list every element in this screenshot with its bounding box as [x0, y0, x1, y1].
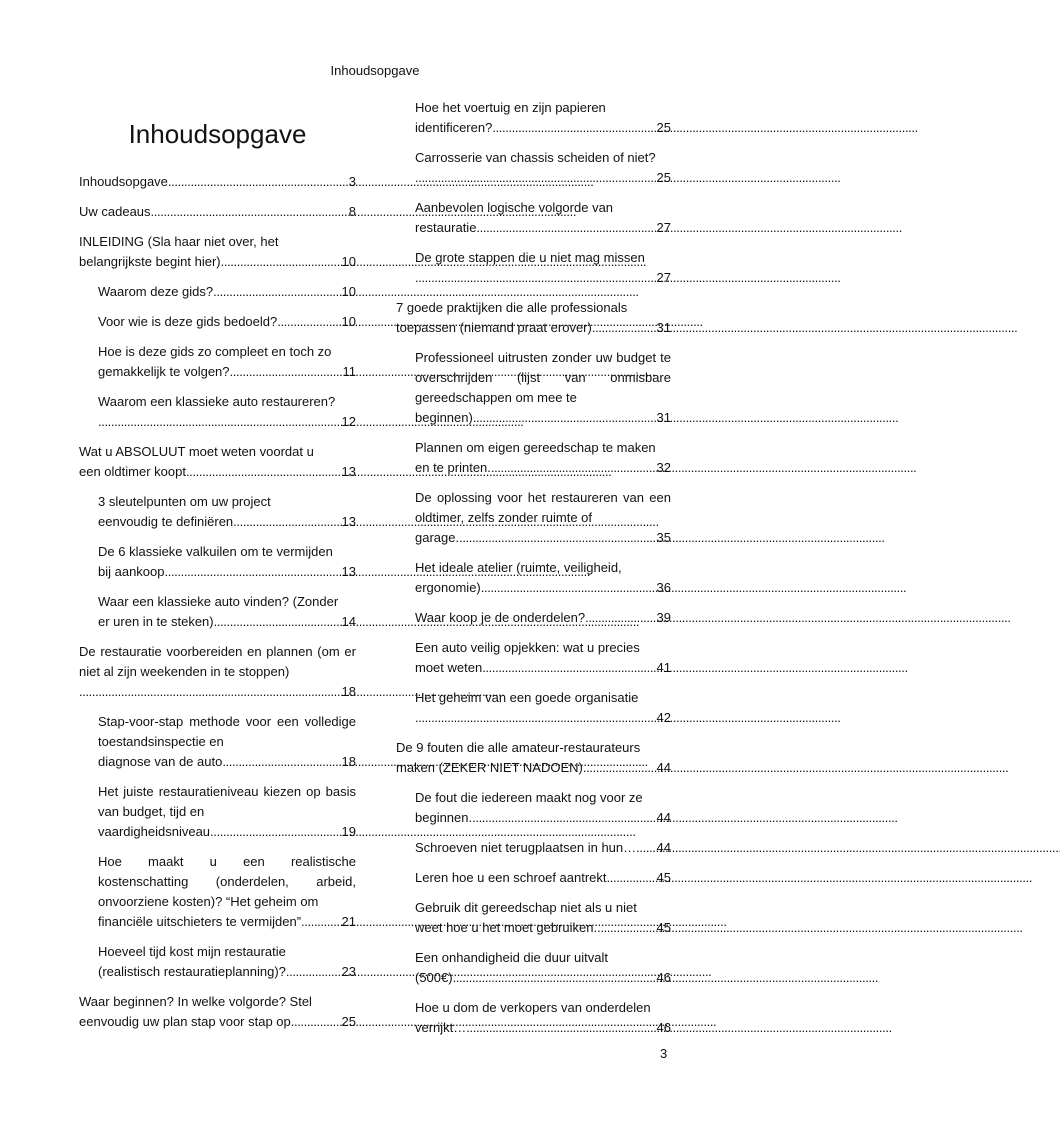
toc-entry-leader-line: [415, 708, 671, 728]
dot-leader: [301, 912, 340, 932]
toc-entry-leader-line: [396, 758, 671, 778]
toc-entry-text: beginnen): [415, 410, 473, 425]
dot-leader: [415, 268, 656, 288]
dot-leader: [415, 708, 656, 728]
toc-entry-text: Een onhandigheid die duur uitvalt: [415, 950, 608, 965]
toc-entry-text: INLEIDING (Sla haar niet over, het: [79, 234, 279, 249]
toc-page-number: 10: [341, 284, 356, 299]
toc-entry-leader-line: [415, 408, 671, 428]
toc-entry-leader-line: [415, 268, 671, 288]
dot-leader: [636, 838, 655, 858]
toc-page-number: 25: [656, 120, 671, 135]
toc-entry-text: Waar koop je de onderdelen?: [415, 610, 586, 625]
toc-entry-text: maken (ZEKER NIET NADOEN): [396, 760, 583, 775]
toc-page-number: 14: [341, 614, 356, 629]
toc-page-number: 12: [341, 414, 356, 429]
toc-entry-leader-line: [415, 168, 671, 188]
toc-entry[interactable]: [79, 342, 356, 382]
toc-page-number: 13: [341, 564, 356, 579]
toc-entry-text: Schroeven niet terugplaatsen in hun…: [415, 840, 637, 855]
toc-entry-text: Voor wie is deze gids bedoeld?: [98, 314, 278, 329]
toc-entry[interactable]: [79, 542, 356, 582]
toc-page-number: 46: [656, 1020, 671, 1035]
toc-entry-text: restauratie: [415, 220, 477, 235]
toc-entry-text: bij aankoop: [98, 564, 165, 579]
toc-entry-leader-line: [415, 1018, 671, 1038]
toc-entry-leader-line: [79, 462, 356, 482]
toc-page-number: 10: [341, 314, 356, 329]
toc-entry-text: garage.: [415, 530, 460, 545]
toc-entry-leader-line: [98, 962, 356, 982]
toc-entry[interactable]: [396, 558, 671, 598]
toc-entry-text: diagnose van de auto: [98, 754, 223, 769]
dot-leader: [491, 458, 656, 478]
toc-entry-text: identificeren?: [415, 120, 493, 135]
dot-leader: [277, 312, 340, 332]
toc-entry-leader-line: [415, 528, 671, 548]
toc-column-right: [396, 98, 671, 1048]
toc-entry-leader-line: [98, 412, 356, 432]
toc-entry-leader-line: [415, 118, 671, 138]
toc-entry[interactable]: [396, 868, 671, 888]
toc-entry[interactable]: [79, 392, 356, 432]
toc-entry-leader-line: [415, 968, 671, 988]
toc-page-number: 35: [656, 530, 671, 545]
toc-entry-text: Waarom een klassieke auto restaureren?: [98, 394, 336, 409]
toc-entry-text: 3 sleutelpunten om uw project: [98, 494, 271, 509]
toc-page-number: 45: [656, 870, 671, 885]
toc-entry-text: Waar beginnen? In welke volgorde? Stel: [79, 994, 312, 1009]
toc-entry-leader-line: [79, 172, 356, 192]
toc-entry[interactable]: [79, 312, 356, 332]
dot-leader: [213, 282, 340, 302]
toc-page-number: 39: [656, 610, 671, 625]
toc-entry-leader-line: [98, 512, 356, 532]
toc-entry-leader-line: [415, 838, 671, 858]
dot-leader: [151, 202, 348, 222]
toc-entry[interactable]: [79, 992, 356, 1032]
toc-entry-text: Stap-voor-stap methode voor een volledige toestandsinspectie en: [98, 714, 356, 749]
dot-leader: [79, 682, 341, 702]
toc-list-left: [79, 172, 356, 1032]
toc-page-number: 23: [341, 964, 356, 979]
toc-entry-leader-line: [415, 868, 671, 888]
toc-entry-text: (realistisch restauratieplanning)?: [98, 964, 286, 979]
running-header: Inhoudsopgave: [330, 63, 420, 78]
toc-entry-leader-line: [415, 578, 671, 598]
toc-entry-text: gemakkelijk te volgen?: [98, 364, 230, 379]
toc-entry-text: Hoe is deze gids zo compleet en toch zo: [98, 344, 332, 359]
toc-entry-text: beginnen.: [415, 810, 473, 825]
dot-leader: [597, 918, 655, 938]
toc-entry[interactable]: [79, 852, 356, 932]
toc-page-number: 42: [656, 710, 671, 725]
toc-page-number: 44: [656, 840, 671, 855]
toc-entry-text: De restauratie voorbereiden en plannen (om er niet al zijn weekenden in te stoppen): [79, 644, 356, 679]
toc-page-number: 19: [341, 824, 356, 839]
toc-entry-text: Waarom deze gids?: [98, 284, 214, 299]
toc-entry-text: Hoeveel tijd kost mijn restauratie: [98, 944, 286, 959]
toc-entry-text: eenvoudig te definiëren: [98, 514, 234, 529]
dot-leader: [168, 172, 348, 192]
toc-entry-text: Inhoudsopgave: [79, 174, 168, 189]
toc-entry[interactable]: [396, 738, 671, 778]
dot-leader: [459, 528, 655, 548]
toc-entry-leader-line: [98, 282, 356, 302]
toc-entry[interactable]: [79, 202, 356, 222]
toc-entry[interactable]: [396, 608, 671, 628]
toc-page-number: 36: [656, 580, 671, 595]
toc-entry-text: toepassen (niemand praat erover): [396, 320, 592, 335]
dot-leader: [476, 218, 655, 238]
toc-entry-leader-line: [415, 658, 671, 678]
toc-page-number: 44: [656, 810, 671, 825]
toc-entry-text: Het geheim van een goede organisatie: [415, 690, 639, 705]
toc-page-number: 11: [342, 364, 356, 379]
toc-entry-text: Leren hoe u een schroef aantrekt: [415, 870, 607, 885]
toc-page-number: 21: [341, 914, 356, 929]
toc-entry-text: Het juiste restauratieniveau kiezen op basis van budget, tijd en: [98, 784, 356, 819]
toc-entry[interactable]: [79, 492, 356, 532]
dot-leader: [233, 512, 340, 532]
toc-entry-text: Uw cadeaus: [79, 204, 151, 219]
toc-entry[interactable]: [396, 198, 671, 238]
toc-entry[interactable]: [79, 712, 356, 772]
toc-entry[interactable]: [79, 592, 356, 632]
dot-leader: [221, 252, 341, 272]
toc-entry[interactable]: [79, 172, 356, 192]
toc-entry[interactable]: [396, 98, 671, 138]
toc-entry[interactable]: [396, 638, 671, 678]
toc-page-number: 18: [341, 684, 356, 699]
toc-entry[interactable]: [396, 148, 671, 188]
toc-entry-leader-line: [98, 612, 356, 632]
toc-page-number: 18: [341, 754, 356, 769]
toc-entry-text: er uren in te steken): [98, 614, 214, 629]
toc-entry-leader-line: [98, 312, 356, 332]
toc-entry[interactable]: [396, 438, 671, 478]
toc-entry-leader-line: [415, 458, 671, 478]
dot-leader: [583, 758, 656, 778]
dot-leader: [492, 118, 655, 138]
toc-entry-leader-line: [415, 608, 671, 628]
toc-page-number: 10: [341, 254, 356, 269]
toc-page-number: 13: [341, 514, 356, 529]
toc-entry-text: Een auto veilig opjekken: wat u precies: [415, 640, 640, 655]
dot-leader: [286, 962, 341, 982]
dot-leader: [607, 868, 656, 888]
toc-page-number: 41: [656, 660, 671, 675]
toc-page-number: 45: [656, 920, 671, 935]
toc-entry[interactable]: [79, 282, 356, 302]
dot-leader: [222, 752, 340, 772]
toc-column-left: [79, 98, 356, 1042]
dot-leader: [98, 412, 341, 432]
toc-entry-text: weet hoe u het moet gebruiken.: [415, 920, 598, 935]
toc-entry-text: verrijkt…: [415, 1020, 467, 1035]
toc-entry[interactable]: [396, 998, 671, 1038]
dot-leader: [453, 968, 656, 988]
toc-entry-text: vaardigheidsniveau: [98, 824, 211, 839]
toc-page-number: 44: [656, 760, 671, 775]
toc-entry-text: en te printen.: [415, 460, 491, 475]
toc-page-number: 27: [656, 220, 671, 235]
toc-entry-leader-line: [98, 362, 356, 382]
toc-entry-leader-line: [415, 218, 671, 238]
dot-leader: [585, 608, 655, 628]
toc-entry-leader-line: [79, 252, 356, 272]
page-number: 3: [660, 1046, 668, 1061]
toc-entry-text: De grote stappen die u niet mag missen: [415, 250, 645, 265]
dot-leader: [165, 562, 341, 582]
toc-page-number: 32: [656, 460, 671, 475]
toc-entry-text: Waar een klassieke auto vinden? (Zonder: [98, 594, 339, 609]
toc-entry-leader-line: [79, 202, 356, 222]
toc-entry-text: Plannen om eigen gereedschap te maken: [415, 440, 656, 455]
toc-entry-text: Aanbevolen logische volgorde van: [415, 200, 614, 215]
toc-entry-text: Carrosserie van chassis scheiden of niet?: [415, 150, 656, 165]
toc-entry-text: Gebruik dit gereedschap niet als u niet: [415, 900, 637, 915]
toc-entry-text: De fout die iedereen maakt nog voor ze: [415, 790, 643, 805]
toc-entry[interactable]: [396, 488, 671, 548]
toc-entry-text: De 9 fouten die alle amateur-restaurateurs: [396, 740, 641, 755]
dot-leader: [210, 822, 341, 842]
toc-page-number: 31: [656, 320, 671, 335]
toc-entry-leader-line: [415, 808, 671, 828]
toc-entry-leader-line: [98, 912, 356, 932]
toc-entry-text: Het ideale atelier (ruimte, veiligheid,: [415, 560, 622, 575]
toc-entry-text: (500€): [415, 970, 453, 985]
dot-leader: [472, 808, 655, 828]
toc-entry-text: moet weten: [415, 660, 483, 675]
toc-entry-text: ergonomie): [415, 580, 481, 595]
toc-entry-text: Wat u ABSOLUUT moet weten voordat u: [79, 444, 314, 459]
toc-entry[interactable]: [79, 232, 356, 272]
dot-leader: [214, 612, 341, 632]
toc-page-number: 3: [348, 174, 356, 189]
toc-page-number: 25: [656, 170, 671, 185]
toc-entry-leader-line: [98, 752, 356, 772]
dot-leader: [482, 658, 655, 678]
toc-entry[interactable]: [79, 642, 356, 702]
dot-leader: [592, 318, 656, 338]
toc-entry[interactable]: [79, 942, 356, 982]
toc-entry[interactable]: [396, 948, 671, 988]
toc-page-number: 25: [341, 1014, 356, 1029]
toc-entry-text: Hoe het voertuig en zijn papieren: [415, 100, 606, 115]
toc-entry-text: belangrijkste begint hier): [79, 254, 221, 269]
toc-entry-text: De oplossing voor het restaureren van een oldtimer, zelfs zonder ruimte of: [415, 490, 671, 525]
toc-entry-text: financiële uitschieters te vermijden”: [98, 914, 302, 929]
dot-leader: [481, 578, 656, 598]
toc-entry-leader-line: [98, 562, 356, 582]
toc-entry[interactable]: [79, 442, 356, 482]
toc-entry-text: eenvoudig uw plan stap voor stap op: [79, 1014, 291, 1029]
toc-entry-text: Hoe maakt u een realistische kostenschatting (onderdelen, arbeid, onvoorziene kosten)? “Het geheim om: [98, 854, 356, 909]
toc-page-number: 46: [656, 970, 671, 985]
toc-entry-text: Hoe u dom de verkopers van onderdelen: [415, 1000, 651, 1015]
toc-entry[interactable]: [396, 248, 671, 288]
toc-entry-leader-line: [98, 822, 356, 842]
toc-page-number: 8: [348, 204, 356, 219]
toc-entry[interactable]: [396, 788, 671, 828]
dot-leader: [466, 1018, 655, 1038]
toc-list-right: [396, 98, 671, 1038]
dot-leader: [230, 362, 342, 382]
toc-entry-text: 7 goede praktijken die alle professionals: [396, 300, 628, 315]
dot-leader: [291, 1012, 341, 1032]
dot-leader: [473, 408, 656, 428]
toc-entry[interactable]: [396, 688, 671, 728]
toc-title: Inhoudsopgave: [128, 119, 307, 149]
toc-entry[interactable]: [79, 782, 356, 842]
toc-entry-leader-line: [79, 682, 356, 702]
toc-entry[interactable]: [396, 898, 671, 938]
toc-entry-leader-line: [79, 1012, 356, 1032]
toc-page-number: 13: [341, 464, 356, 479]
dot-leader: [415, 168, 656, 188]
toc-entry[interactable]: [396, 298, 671, 338]
toc-entry-text: Professioneel uitrusten zonder uw budget te overschrijden (lijst van onmisbare gereedschappen om mee te: [415, 350, 671, 405]
toc-page-number: 31: [656, 410, 671, 425]
toc-entry-leader-line: [396, 318, 671, 338]
dot-leader: [186, 462, 341, 482]
toc-entry[interactable]: [396, 348, 671, 428]
toc-entry[interactable]: [396, 838, 671, 858]
toc-page-number: 27: [656, 270, 671, 285]
toc-entry-text: De 6 klassieke valkuilen om te vermijden: [98, 544, 333, 559]
toc-entry-text: een oldtimer koopt: [79, 464, 186, 479]
toc-entry-leader-line: [415, 918, 671, 938]
